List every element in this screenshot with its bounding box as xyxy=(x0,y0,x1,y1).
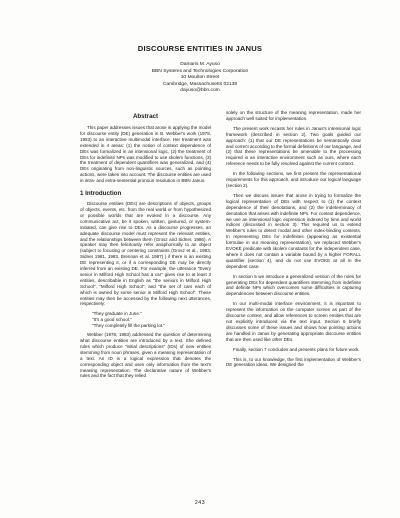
example-quote: "They graduate in June." xyxy=(92,311,142,317)
right-paragraph-3: In the following sections, we first present the representational requirements for this approach, and introduce our logical language (section 2). xyxy=(226,171,361,188)
right-paragraph-4: Then we discuss issues that arose in trying to formalize the logical representation of DEs with respect to (1) the context dependence of their denotations, and (2) the indeterminacy of denotation that arises with indefinite NPs. For context dependence, we use an intensional logic expression indexed by time and world indices (discussed in section 3). This required us to extend Webber's rules to detect modal and other index-binding contexts. In representing DEs for indefinites (appearing as existential formulae in our meaning representation), we replaced Webber's EVOKE predicate with skolem constants for the independent case, where it does not contain a variable bound by a higher FORALL quantifier (section 4), and do not use EVOKE at all in the dependent case. xyxy=(226,192,361,269)
left-column xyxy=(80,113,211,383)
abstract-heading: Abstract xyxy=(132,113,159,120)
right-paragraph-8: This is, to our knowledge, the first implementation of Webber's DE generation ideas. We designed the xyxy=(226,356,361,368)
right-paragraph-6: In our multi-modal interface environment, it is important to represent the information on the computer screen as part of the discourse context, and allow references to screen entities that are not explicitly introduced via the text input. Section 6 briefly discusses some of these issues and shows how pointing actions are handled in Janus by generating appropriate discourse entities that are then used like other DEs. xyxy=(226,301,361,342)
author-block xyxy=(0,62,400,95)
paper-title: DISCOURSE ENTITIES IN JANUS xyxy=(137,44,263,53)
author-email: dayuso@bbn.com xyxy=(180,88,220,94)
author-name: Damaris M. Ayuso xyxy=(180,62,220,67)
author-street: 10 Moulton Street xyxy=(180,75,220,81)
author-city: Cambridge, Massachusetts 02138 xyxy=(162,81,238,87)
intro-paragraph-1: Discourse entities (DEs) are descriptions of objects, groups of objects, events, etc. from the real world or from hypothesized or possible worlds that are evoked in a discourse. Any communicative act, be it spoken, written, gestured, or system-initiated, can give rise to DEs. As a discourse progresses, an adequate discourse model must represent the relevant entities, and the relationships between them (Grosz and Sidner, 1986). A speaker may then felicitously refer anaphorically to an object (subject to focusing or centering constraints (Grosz et al., 1983, Sidner 1981, 1983, Brennan et al. 1987) ) if there is an existing DE representing it, or if a corresponding DE may be directly inferred from an existing DE. For example, the utterance "Every senior in Milford High School has a car" gives rise to at least 3 entities, describable in English as "the seniors in Milford High School", "Milford High School", and "the set of cars each of which is owned by some senior in Milford High School". These entities may then be accessed by the following next utterances, respectively: xyxy=(80,201,211,307)
right-paragraph-5: In section 5 we introduce a generalized version of the rules for generating DEs for dependent quantifiers stemming from indefinite and definite NPs which overcomes some difficulties in capturing dependencies between discourse entities. xyxy=(226,273,361,297)
right-column xyxy=(226,110,361,372)
abstract-text: This paper addresses issues that arose in applying the model for discourse entity (DE) generation in B. Webber's work (1978, 1983) to an interactive multimodal interface. Her treatment was extended in 4 areas: (1) the notion of context dependence of DEs was formalized in an intensional logic, (2) the treatment of DEs for indefinite NPs was modified to use skolem functions, (3) the treatment of dependent quantifiers was generalized, and (4) DEs originating from non-linguistic sources, such as pointing actions, were taken into account. The discourse entities are used in intra- and extra-sentential pronoun resolution in BBN Janus. xyxy=(80,125,211,184)
intro-heading: 1 Introduction xyxy=(80,190,122,198)
right-paragraph-7: Finally, section 7 concludes and presents plans for future work. xyxy=(233,346,360,352)
example-quote: "They completely fill the parking lot." xyxy=(92,323,165,329)
page-number: 243 xyxy=(194,500,206,506)
example-quote: "It's a good school." xyxy=(92,317,132,323)
example-quotes xyxy=(80,311,211,329)
right-paragraph-1: solely on the structure of the meaning representation, made her approach well suited for implementation. xyxy=(226,110,361,121)
intro-paragraph-2: Webber (1978, 1983) addressed the question of determining what discourse entities are introduced by a text. She defined rules which produce "initial descriptions" (IDs) of new entities stemming from noun phrases, given a meaning representation of a text. An ID is a logical expression that denotes the corresponding object and uses only information from the text's meaning representation. The declarative nature of Webber's rules and the fact that they relied xyxy=(80,332,211,379)
right-paragraph-2: The present work recasts her rules in Janus's intensional logic framework (described in section 2). Two goals guided our approach: (1) that our DE representations be semantically clear and correct according to the formal definitions of our language, and (2) that these representations be amenable to the processing required in an interactive environment such as ours, where each reference needs to be fully resolved against the current context. xyxy=(226,125,361,167)
author-organization: BBN Systems and Technologies Corporation xyxy=(151,68,249,74)
